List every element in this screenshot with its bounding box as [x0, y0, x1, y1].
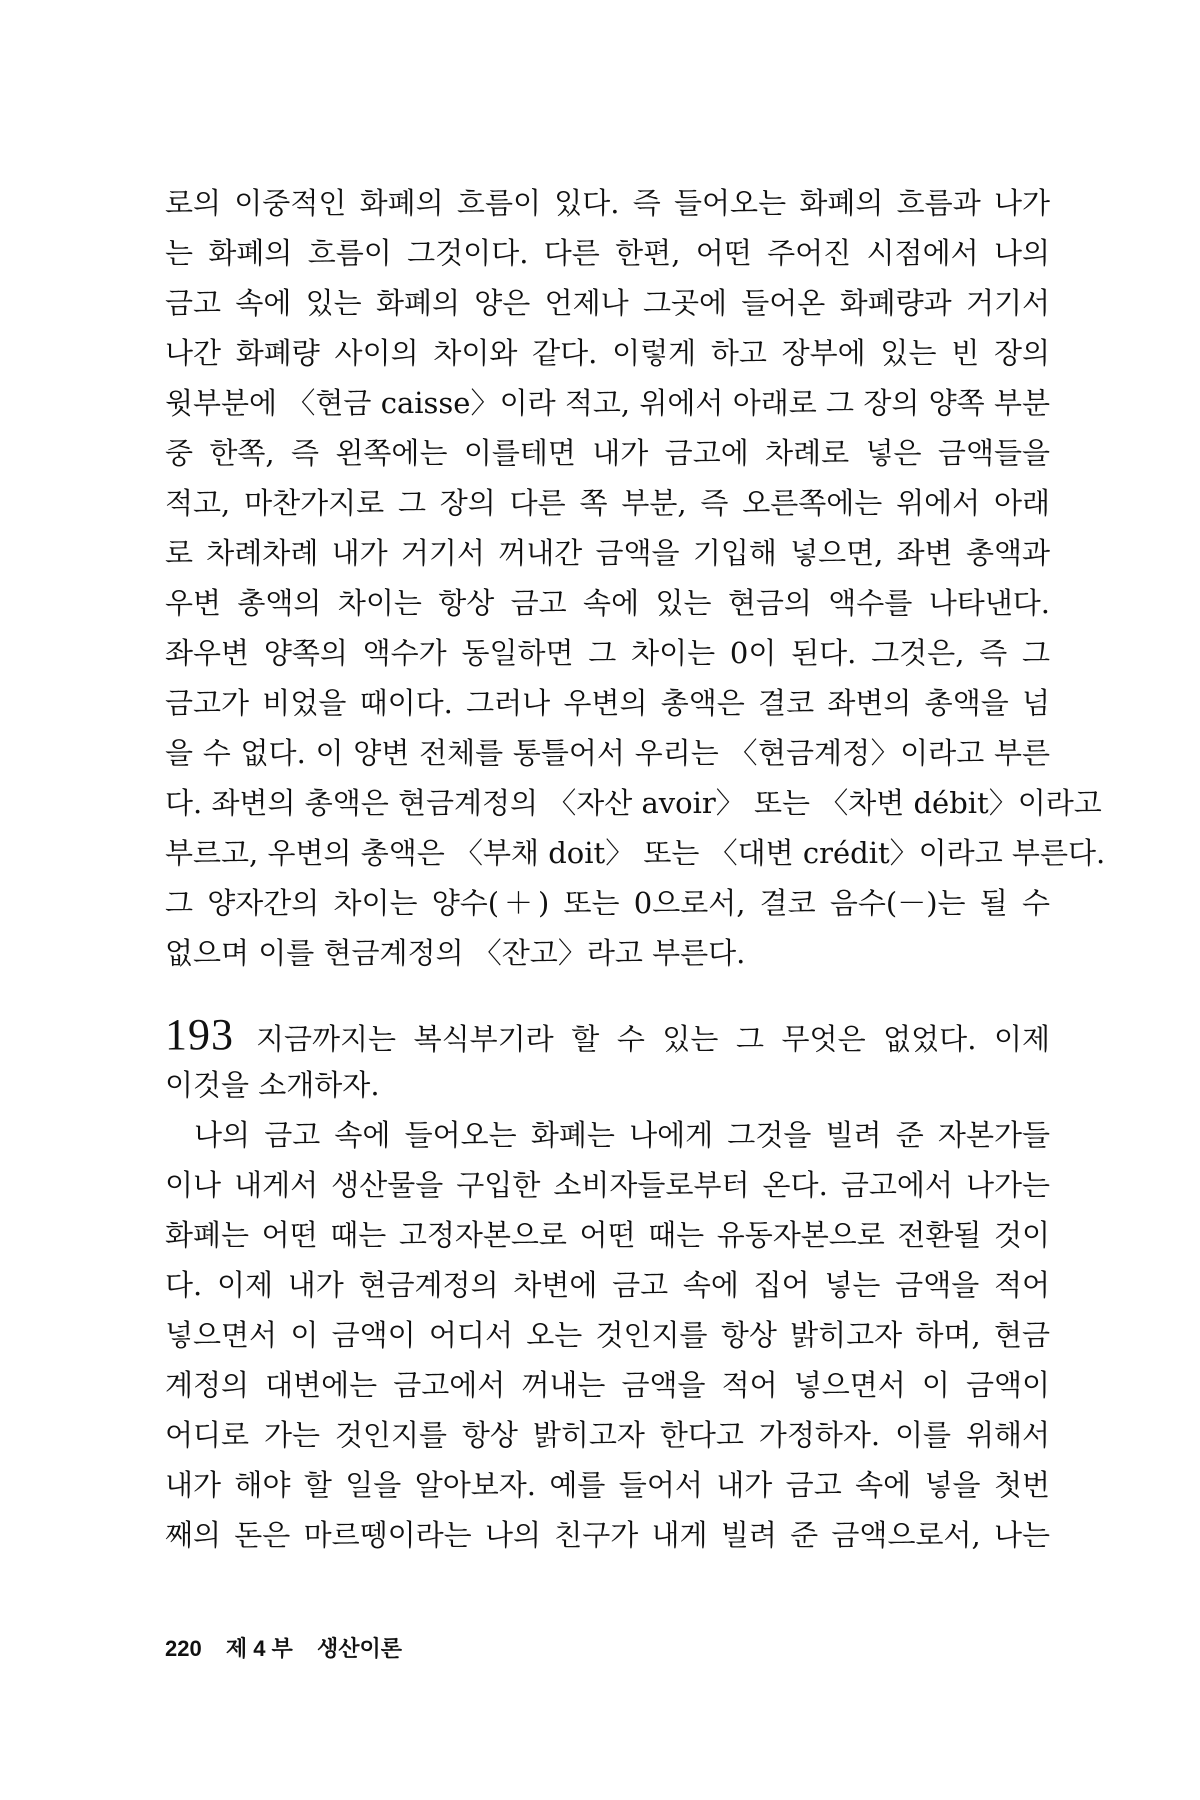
text-line: 이것을 소개하자.	[165, 1068, 380, 1102]
text-line: 화폐는 어떤 때는 고정자본으로 어떤 때는 유동자본으로 전환될 것이	[165, 1218, 1050, 1252]
text-line: 다. 이제 내가 현금계정의 차변에 금고 속에 집어 넣는 금액을 적어	[165, 1268, 1050, 1302]
text-line: 내가 해야 할 일을 알아보자. 예를 들어서 내가 금고 속에 넣을 첫번	[165, 1468, 1050, 1502]
text-line: 금고 속에 있는 화폐의 양은 언제나 그곳에 들어온 화폐량과 거기서	[165, 286, 1050, 320]
page-number: 220	[165, 1636, 202, 1661]
text-line: 우변 총액의 차이는 항상 금고 속에 있는 현금의 액수를 나타낸다.	[165, 586, 1050, 620]
text-line: 좌우변 양쪽의 액수가 동일하면 그 차이는 0이 된다. 그것은, 즉 그	[165, 636, 1050, 670]
running-title: 생산이론	[316, 1636, 402, 1661]
text-line: 는 화폐의 흐름이 그것이다. 다른 한편, 어떤 주어진 시점에서 나의	[165, 236, 1050, 270]
text-line: 넣으면서 이 금액이 어디서 오는 것인지를 항상 밝히고자 하며, 현금	[165, 1318, 1050, 1352]
text-line: 나의 금고 속에 들어오는 화폐는 나에게 그것을 빌려 준 자본가들	[194, 1118, 1050, 1152]
text-line: 을 수 없다. 이 양변 전체를 통틀어서 우리는 〈현금계정〉이라고 부른	[165, 736, 1050, 770]
text-line: 나간 화폐량 사이의 차이와 같다. 이렇게 하고 장부에 있는 빈 장의	[165, 336, 1050, 370]
text-line: 계정의 대변에는 금고에서 꺼내는 금액을 적어 넣으면서 이 금액이	[165, 1368, 1050, 1402]
part-label: 제 4 부	[225, 1636, 293, 1661]
text-line: 다. 좌변의 총액은 현금계정의 〈자산 avoir〉 또는 〈차변 débit〉이라고	[165, 786, 1102, 820]
paragraph-cash-account	[165, 178, 1106, 978]
section-number: 193	[165, 1010, 234, 1059]
text-line: 부르고, 우변의 총액은 〈부채 doit〉 또는 〈대변 crédit〉이라고 부른다.	[165, 836, 1106, 870]
text-line: 이나 내게서 생산물을 구입한 소비자들로부터 온다. 금고에서 나가는	[165, 1168, 1050, 1202]
text-line: 윗부분에 〈현금 caisse〉이라 적고, 위에서 아래로 그 장의 양쪽 부분	[165, 386, 1050, 420]
text-line: 로 차례차례 내가 거기서 꺼내간 금액을 기입해 넣으면, 좌변 총액과	[165, 536, 1050, 570]
text-line: 째의 돈은 마르뗑이라는 나의 친구가 내게 빌려 준 금액으로서, 나는	[165, 1518, 1050, 1552]
text-line: 없으며 이를 현금계정의 〈잔고〉라고 부른다.	[165, 936, 746, 970]
text-line: 적고, 마찬가지로 그 장의 다른 쪽 부분, 즉 오른쪽에는 위에서 아래	[165, 486, 1050, 520]
section-193-intro	[165, 1010, 1050, 1110]
text-line: 금고가 비었을 때이다. 그러나 우변의 총액은 결코 좌변의 총액을 넘	[165, 686, 1050, 720]
page-footer	[165, 1632, 420, 1663]
text-line: 그 양자간의 차이는 양수(＋) 또는 0으로서, 결코 음수(－)는 될 수	[165, 886, 1050, 920]
paragraph-double-entry	[165, 1110, 1050, 1560]
text-line: 로의 이중적인 화폐의 흐름이 있다. 즉 들어오는 화폐의 흐름과 나가	[165, 186, 1050, 220]
section-first-line	[165, 1010, 1050, 1060]
section-first-line-text: 지금까지는 복식부기라 할 수 있는 그 무엇은 없었다. 이제	[256, 1022, 1050, 1056]
text-line: 어디로 가는 것인지를 항상 밝히고자 한다고 가정하자. 이를 위해서	[165, 1418, 1050, 1452]
text-line: 중 한쪽, 즉 왼쪽에는 이를테면 내가 금고에 차례로 넣은 금액들을	[165, 436, 1050, 470]
